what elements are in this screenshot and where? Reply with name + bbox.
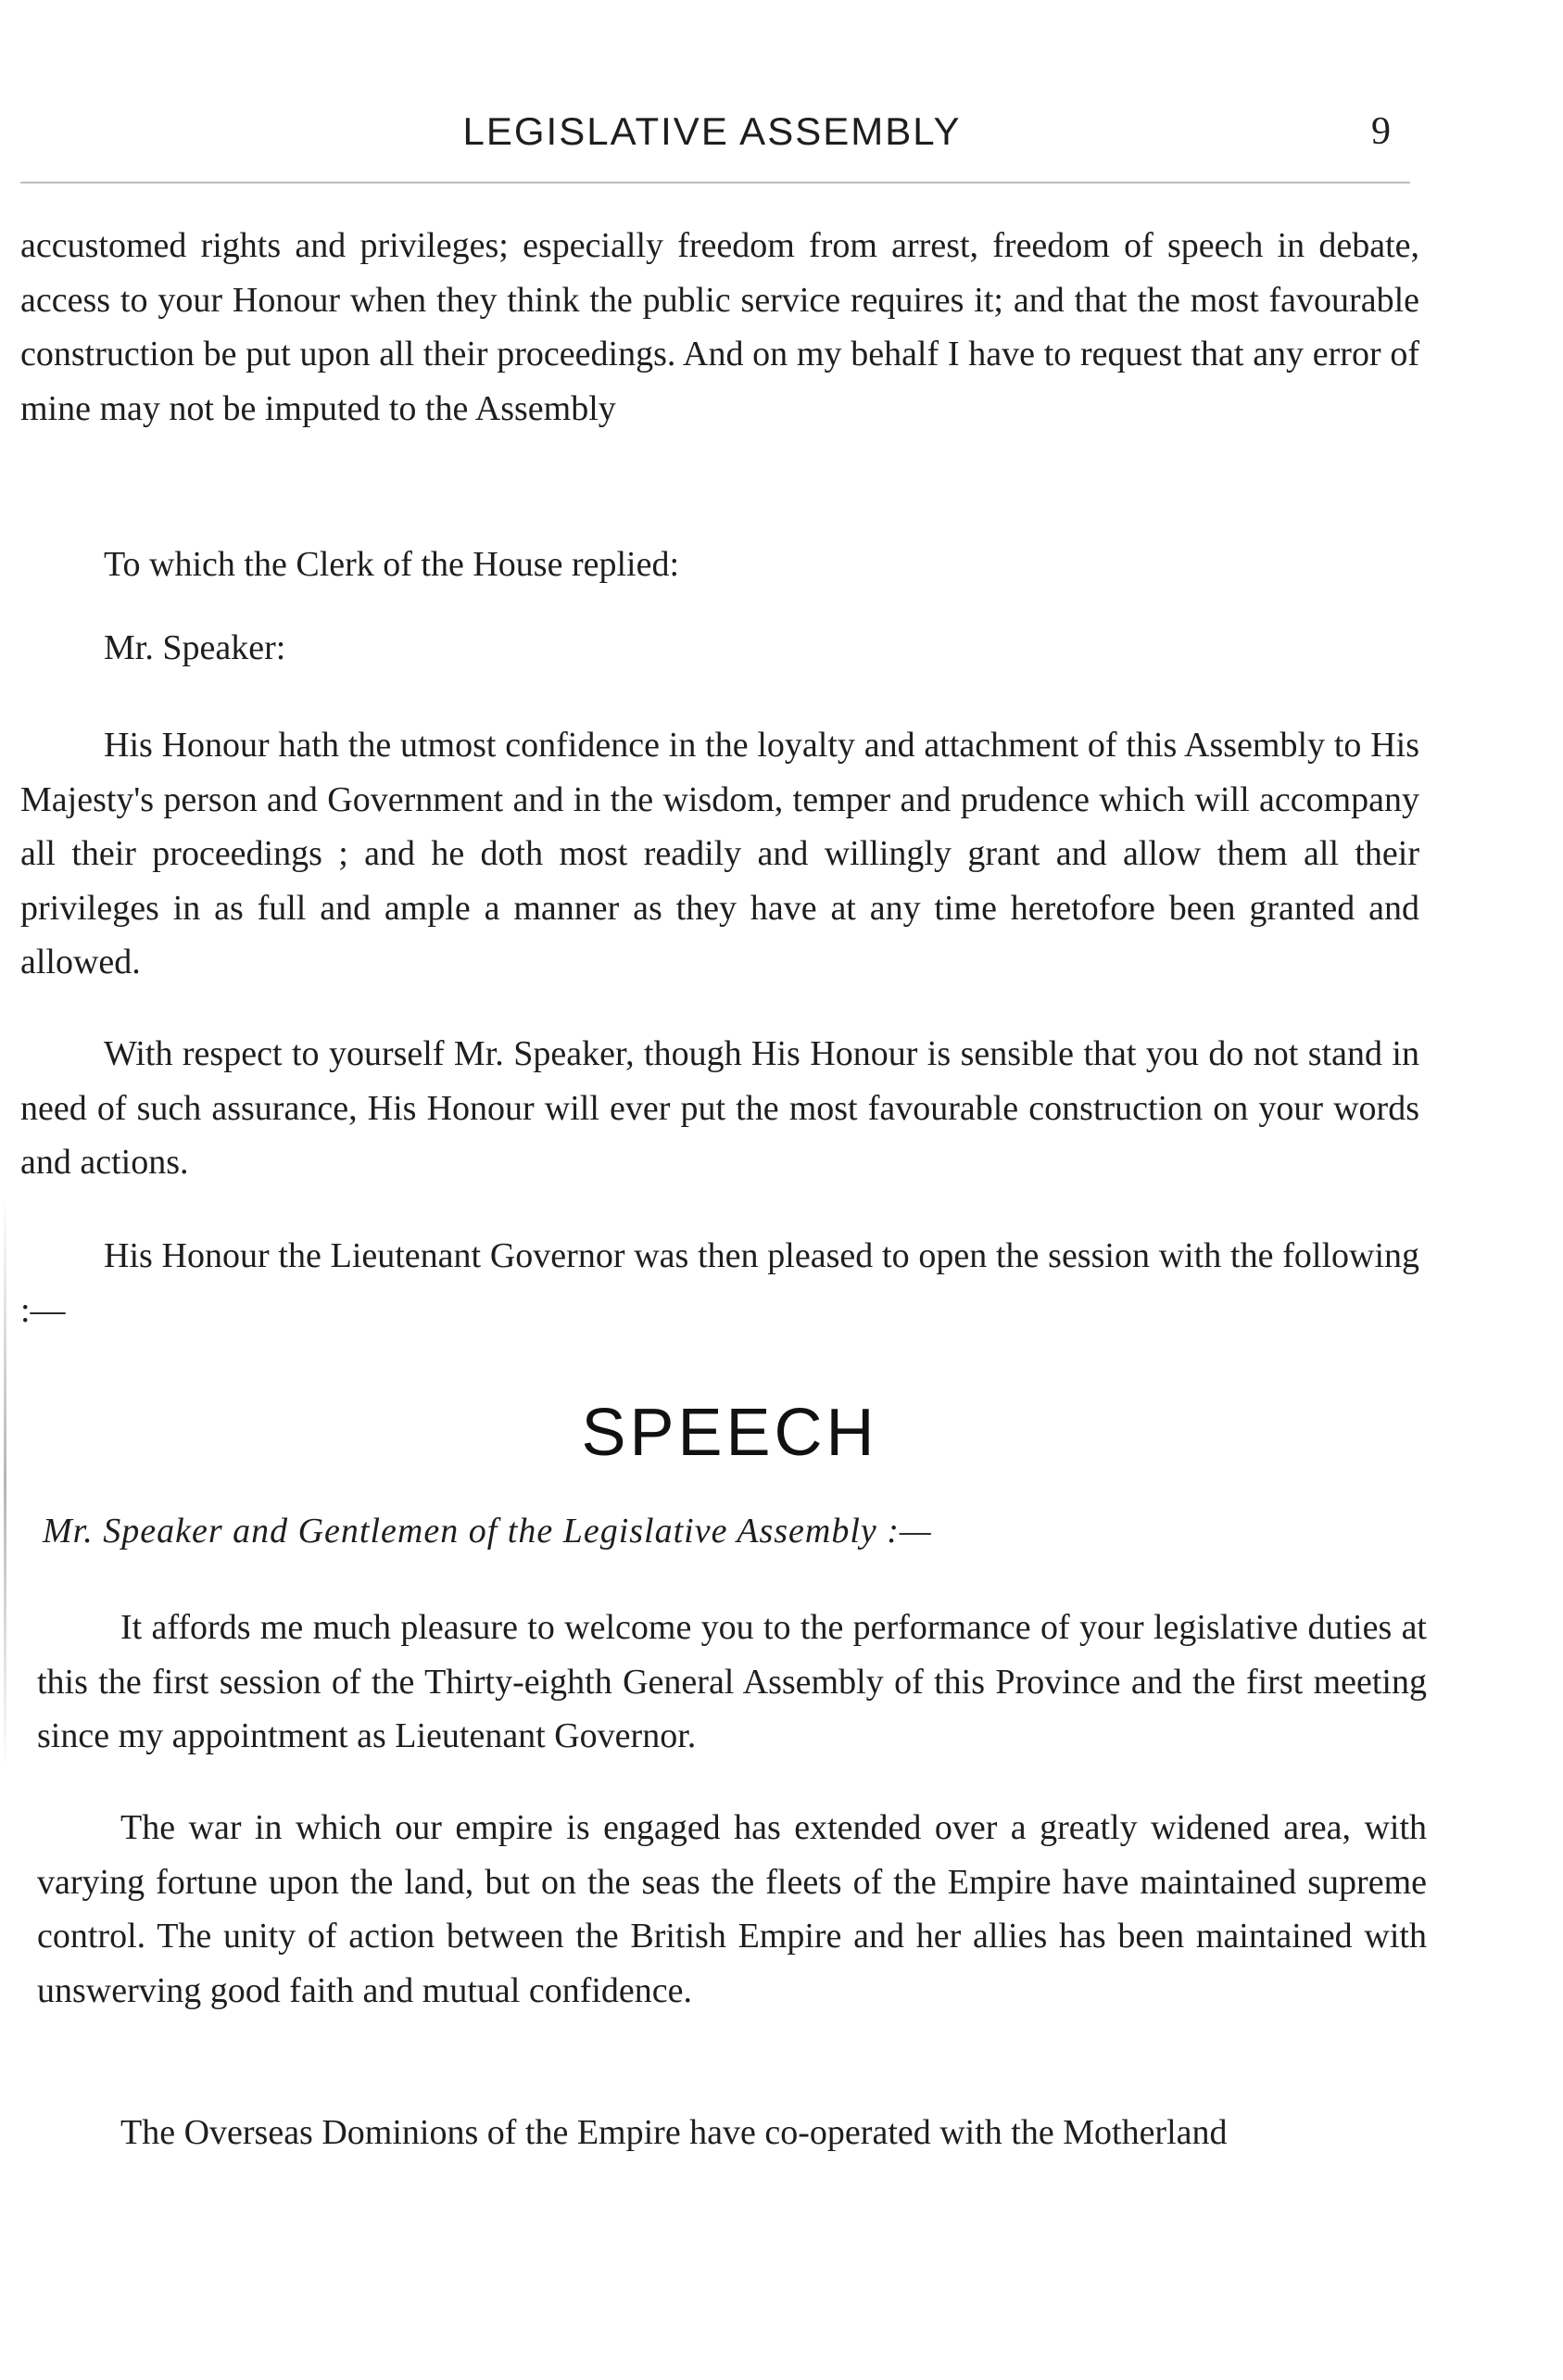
running-header: LEGISLATIVE ASSEMBLY <box>462 109 962 153</box>
paragraph-respect-to-speaker: With respect to yourself Mr. Speaker, though His Honour is sensible that you do not stand in need of such assurance, His Honour will ever put the most favourable construction on your words and actions. <box>20 1034 1419 1183</box>
page-edge-shadow <box>4 1196 6 1770</box>
speech-paragraph-dominions: The Overseas Dominions of the Empire have co-operated with the Motherland <box>120 2113 1228 2152</box>
paragraph-honour-confidence: His Honour hath the utmost confidence in the loyalty and attachment of this Assembly to His Majesty's person and Government and in the wisdom, temper and prudence which will accompany all their proceedings ; and he doth most readily and willingly grant and allow them all their privileges in as full and ample a manner as they have at any time heretofore been granted and allowed. <box>20 726 1419 982</box>
paragraph-clerk-reply-intro: To which the Clerk of the House replied: <box>104 545 680 584</box>
paragraph-mr-speaker-address: Mr. Speaker: <box>104 628 286 667</box>
paragraph-continued-petition: accustomed rights and privileges; especially freedom from arrest, freedom of speech in debate, access to your Honour when they think the public service requires it; and that the most favourable construction be put upon all their proceedings. And on my behalf I have to request that any error of mine may not be imputed to the Assembly <box>20 226 1419 428</box>
header-divider <box>20 182 1410 184</box>
speech-paragraph-war: The war in which our empire is engaged has extended over a greatly widened area, with varying fortune upon the land, but on the seas the fleets of the Empire have maintained supreme control. The unity of action between the British Empire and her allies has been maintained with unswerving good faith and mutual confidence. <box>37 1808 1427 2010</box>
page-number: 9 <box>1371 110 1391 153</box>
speech-paragraph-welcome: It affords me much pleasure to welcome you to the performance of your legislative duties at this the first session of the Thirty-eighth General Assembly of this Province and the first meeting since my appointment as Lieutenant Governor. <box>37 1608 1427 1756</box>
paragraph-open-session: His Honour the Lieutenant Governor was then pleased to open the session with the following :— <box>20 1236 1419 1330</box>
speech-salutation: Mr. Speaker and Gentlemen of the Legislative Assembly :— <box>43 1512 932 1551</box>
speech-heading: SPEECH <box>581 1396 878 1470</box>
